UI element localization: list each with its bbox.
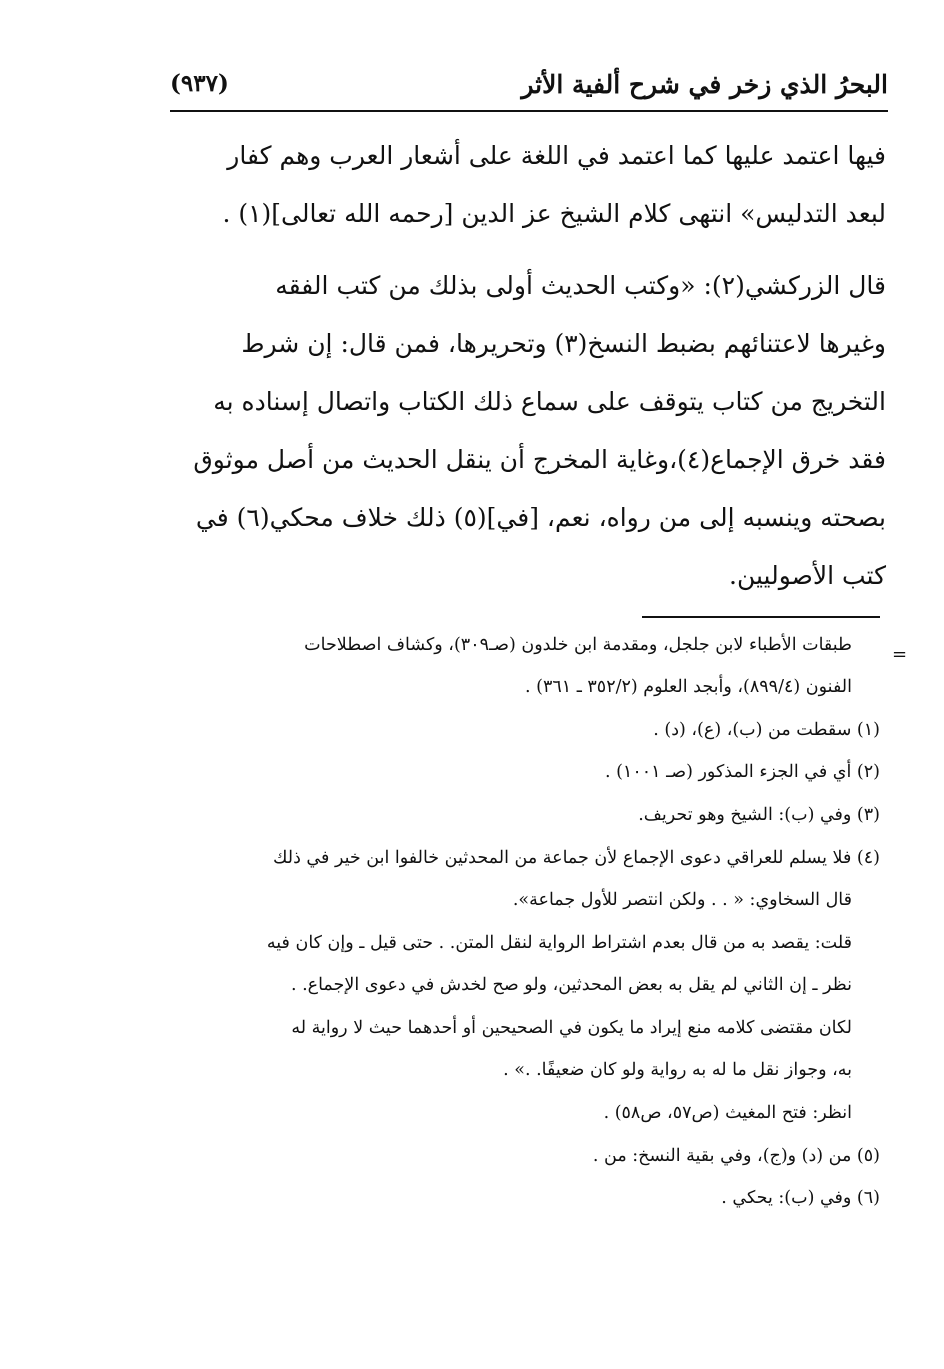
body-line: لبعد التدليس» انتهى كلام الشيخ عز الدين [رحمه الله تعالى](١) . — [222, 198, 886, 228]
footnote-separator — [642, 616, 880, 618]
body-line: كتب الأصوليين. — [729, 560, 886, 590]
header-rule — [170, 110, 888, 112]
page-number: (٩٣٧) — [170, 70, 229, 97]
footnote-line: نظر ـ إن الثاني لم يقل به بعض المحدثين، ولو صح لخدش في دعوى الإجماع. . — [290, 975, 852, 996]
footnote-line: به، وجواز نقل ما له به رواية ولو كان ضعيفًا. .» . — [503, 1060, 852, 1081]
footnote-line: لكان مقتضى كلامه منع إيراد ما يكون في الصحيحين أو أحدهما حيث لا رواية له — [291, 1017, 852, 1038]
body-line: فقد خرق الإجماع(٤)،وغاية المخرج أن ينقل الحديث من أصل موثوق — [193, 444, 886, 474]
continuation-mark: = — [892, 644, 908, 665]
footnote-line: طبقات الأطباء لابن جلجل، ومقدمة ابن خلدون (صـ٣٠٩)، وكشاف اصطلاحات — [304, 634, 852, 655]
footnote-line: (٦) وفي (ب): يحكي . — [721, 1188, 880, 1209]
body-line: فيها اعتمد عليها كما اعتمد في اللغة على أشعار العرب وهم كفار — [227, 140, 886, 170]
footnote-line: الفنون (٨٩٩/٤)، وأبجد العلوم (٣٥٢/٢ ـ ٣٦١) . — [524, 677, 852, 698]
footnote-line: (١) سقطت من (ب)، (ع)، (د) . — [653, 719, 880, 740]
footnote-line: قلت: يقصد به من قال بعدم اشتراط الرواية لنقل المتن. . حتى قيل ـ وإن كان فيه — [266, 932, 852, 953]
footnote-line: (٣) وفي (ب): الشيخ وهو تحريف. — [638, 804, 880, 825]
footnote-line: قال السخاوي: « . . ولكن انتصر للأول جماعة». — [512, 890, 852, 911]
body-line: قال الزركشي(٢): «وكتب الحديث أولى بذلك من كتب الفقه — [275, 270, 886, 300]
main-text — [172, 126, 886, 604]
footnote-line: (٤) فلا يسلم للعراقي دعوى الإجماع لأن جماعة من المحدثين خالفوا ابن خير في ذلك — [273, 847, 880, 868]
running-title: البحرُ الذي زخر في شرح ألفية الأثر — [521, 70, 888, 99]
body-line: وغيرها لاعتنائهم بضبط النسخ(٣) وتحريرها، فمن قال: إن شرط — [241, 328, 886, 358]
footnote-line: (٢) أي في الجزء المذكور (صـ ١٠٠١) . — [604, 762, 880, 783]
body-line: بصحته وينسبه إلى من رواه، نعم، [في](٥) ذلك خلاف محكي(٦) في — [195, 502, 886, 532]
footnotes — [160, 624, 880, 1220]
footnote-line: (٥) من (د) و(ج)، وفي بقية النسخ: من . — [592, 1145, 880, 1166]
body-line: التخريج من كتاب يتوقف على سماع ذلك الكتاب واتصال إسناده به — [213, 386, 886, 416]
footnote-line: انظر: فتح المغيث (ص٥٧، ص٥٨) . — [603, 1103, 852, 1124]
page-header — [170, 66, 888, 106]
